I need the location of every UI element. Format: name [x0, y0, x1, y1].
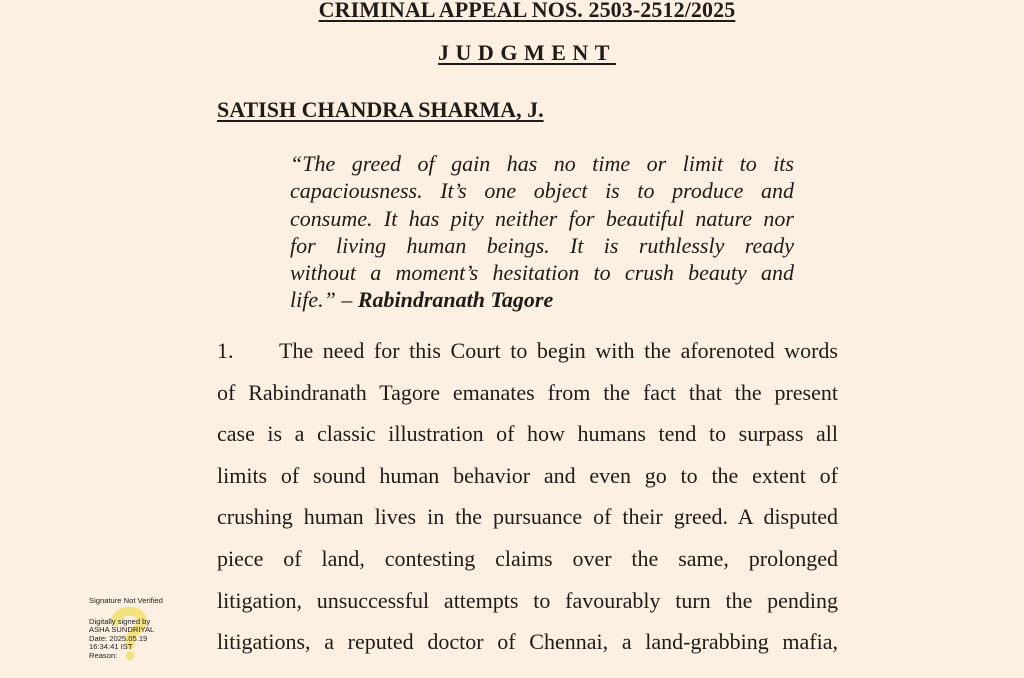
- appeal-number-heading: CRIMINAL APPEAL NOS. 2503-2512/2025: [318, 0, 736, 22]
- quote-line: [290, 286, 794, 313]
- judgment-heading: JUDGMENT: [438, 40, 616, 65]
- paragraph-line-text: The need for this Court to begin with the aforenoted words: [279, 338, 838, 363]
- paragraph-line: litigations, a reputed doctor of Chennai, a land-grabbing mafia,: [217, 629, 838, 655]
- paragraph-line: limits of sound human behavior and even go to the extent of: [217, 462, 838, 488]
- paragraph-number: 1.: [217, 338, 234, 363]
- signature-reason: Reason:: [89, 650, 118, 660]
- quote-line: for living human beings. It is ruthlessly ready: [290, 232, 794, 258]
- quote-line: consume. It has pity neither for beautiful nature nor: [290, 205, 794, 231]
- digital-signature-block[interactable]: [89, 597, 199, 667]
- signature-date: Date: 2025.05.19: [89, 633, 148, 643]
- signature-time: 16:34:41 IST: [89, 642, 133, 652]
- signature-details: [89, 618, 154, 660]
- judge-name: SATISH CHANDRA SHARMA, J.: [217, 97, 544, 122]
- signature-signer: ASHA SUNDRIYAL: [89, 625, 155, 635]
- paragraph-line: of Rabindranath Tagore emanates from the fact that the present: [217, 379, 838, 405]
- signature-status: Signature Not Verified: [89, 596, 163, 605]
- paragraph-line: crushing human lives in the pursuance of their greed. A disputed: [217, 504, 838, 530]
- quote-line: “The greed of gain has no time or limit to its: [290, 151, 794, 176]
- paragraph-line: case is a classic illustration of how humans tend to surpass all: [217, 421, 838, 447]
- quote-line: without a moment’s hesitation to crush beauty and: [290, 260, 794, 286]
- paragraph-1: [217, 330, 838, 663]
- quote-line: capaciousness. It’s one object is to produce and: [290, 178, 794, 204]
- epigraph-quote: [290, 150, 794, 314]
- paragraph-line: [217, 330, 838, 372]
- quote-line-text: life.” –: [290, 287, 358, 313]
- signature-detail-line: Digitally signed by: [89, 617, 151, 626]
- paragraph-line: litigation, unsuccessful attempts to favourably turn the pending: [217, 587, 838, 613]
- paragraph-line: piece of land, contesting claims over the same, prolonged: [217, 545, 838, 571]
- quote-author: Rabindranath Tagore: [357, 287, 554, 313]
